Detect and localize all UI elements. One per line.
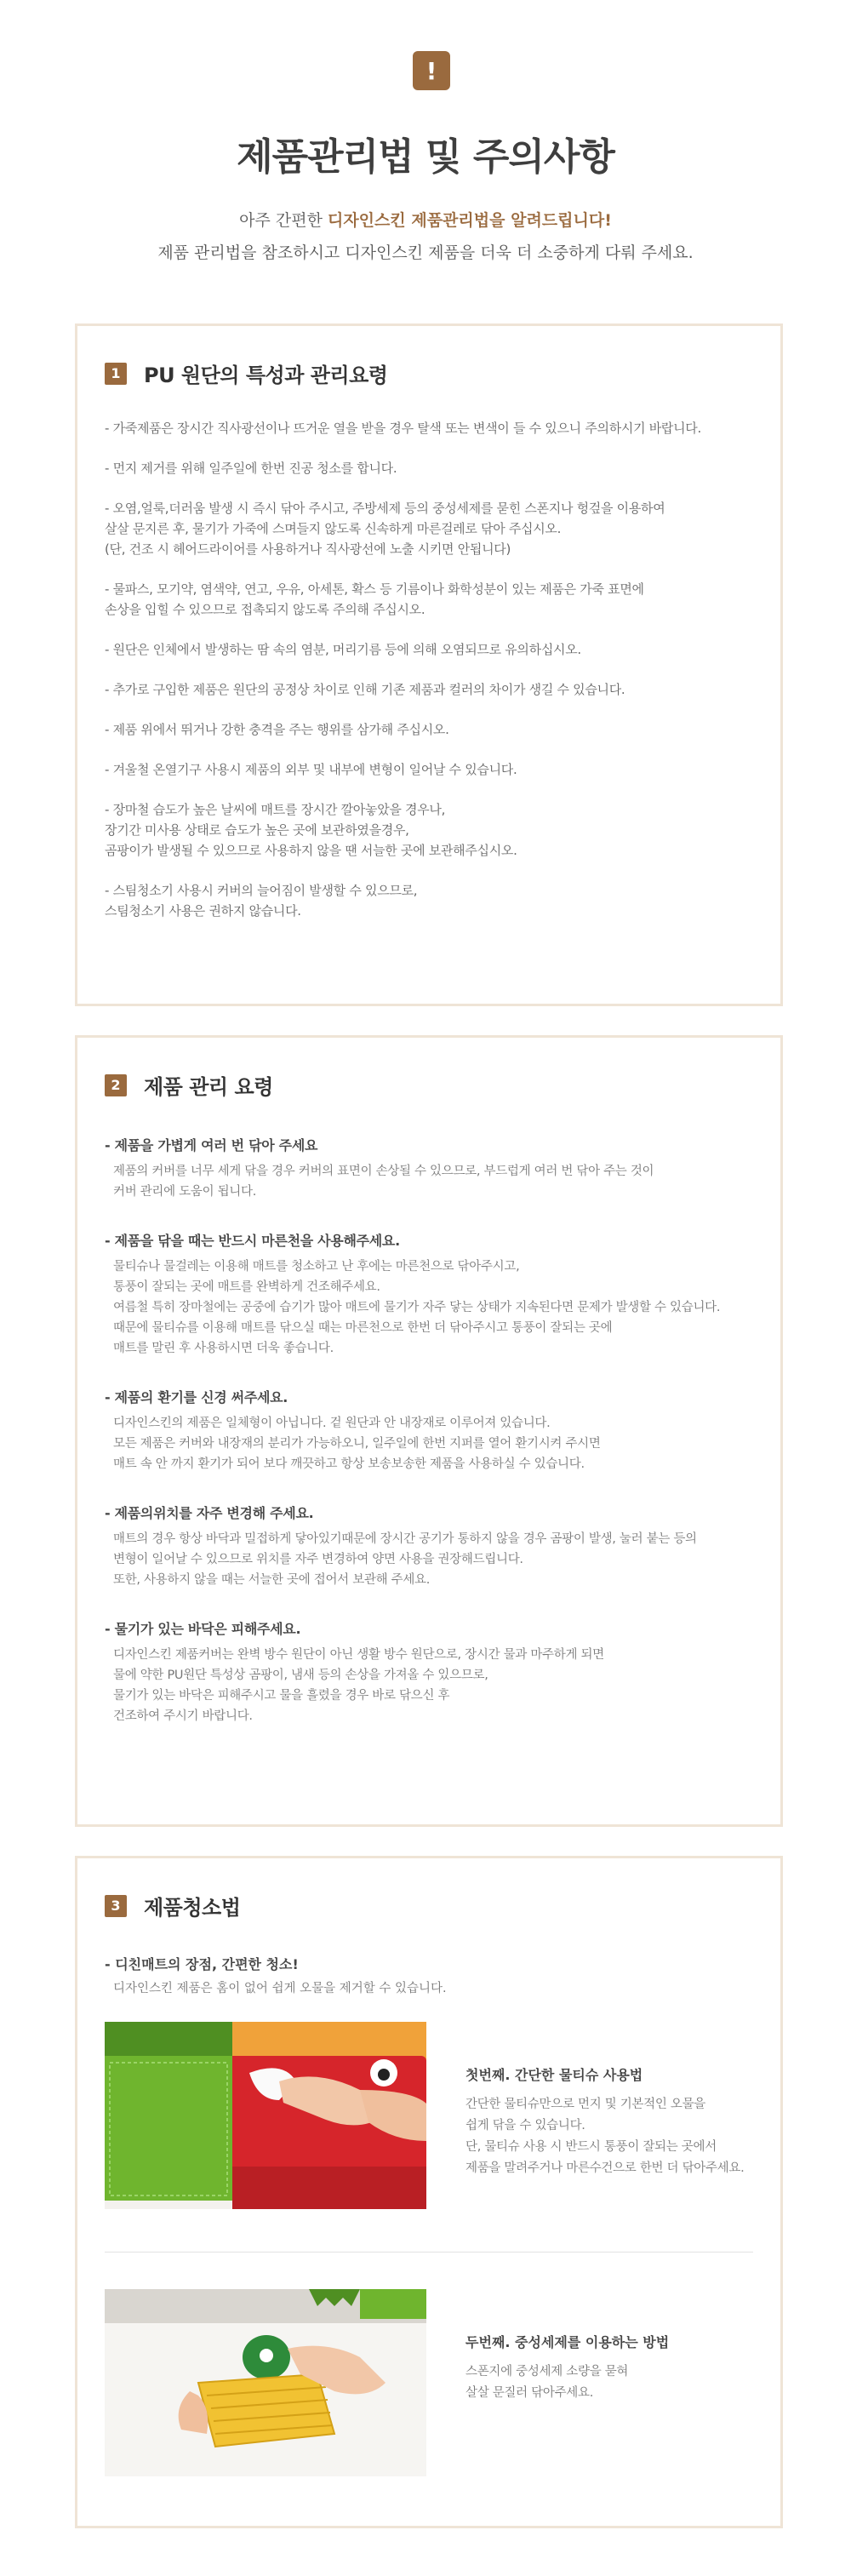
- section-title: 제품 관리 요령: [144, 1075, 273, 1099]
- section-title: PU 원단의 특성과 관리요령: [144, 364, 388, 387]
- care-note: - 추가로 구입한 제품은 원단의 공정상 차이로 인해 기존 제품과 컬러의 차이가 생길 수 있습니다.: [105, 682, 625, 697]
- care-item-text: 디자인스킨의 제품은 일체형이 아닙니다. 겉 원단과 안 내장재로 이루어져 있습니다. 모든 제품은 커버와 내장재의 분리가 가능하오니, 일주일에 한번 지퍼를 열어 환기시켜 주시면 매트 속 안 까지 환기가 되어 보다 깨끗하고 항상 보송보송한 제품을 사용하실 수 있습니다.: [113, 1417, 601, 1471]
- care-item-text: 제품의 커버를 너무 세게 닦을 경우 커버의 표면이 손상될 수 있으므로, 부드럽게 여러 번 닦아 주는 것이 커버 관리에 도움이 됩니다.: [113, 1165, 654, 1199]
- care-item: [105, 1618, 753, 1726]
- section-pu-fabric: [75, 323, 783, 1006]
- cleaning-lead-text: 디자인스킨 제품은 홈이 없어 쉽게 오물을 제거할 수 있습니다.: [113, 1982, 447, 1995]
- method-title: 첫번째. 간단한 물티슈 사용법: [465, 2067, 643, 2083]
- care-item-text: 물티슈나 물걸레는 이용해 매트를 청소하고 난 후에는 마른천으로 닦아주시고, 통풍이 잘되는 곳에 매트를 완벽하게 건조해주세요. 여름철 특히 장마철에는 공중에 습기가 많아 매트에 물기가 자주 닿는 상태가 지속된다면 문제가 발생할 수 있습니다. 때문에 물티슈를 이용해 매트를 닦으실 때는 마른천으로 한번 더 닦아주시고 통풍이 잘되는 곳에 매트를 말린 후 사용하시면 더욱 좋습니다.: [113, 1260, 721, 1355]
- care-item-title: - 제품을 가볍게 여러 번 닦아 주세요: [105, 1137, 318, 1153]
- cleaning-lead-title: - 디친매트의 장점, 간편한 청소!: [105, 1956, 299, 1972]
- section-product-care: [75, 1035, 783, 1827]
- care-item: [105, 1387, 753, 1474]
- care-item: [105, 1135, 753, 1202]
- care-item-title: - 제품의위치를 자주 변경해 주세요.: [105, 1505, 314, 1521]
- method-text: [465, 2332, 763, 2404]
- care-item-text: 디자인스킨 제품커버는 완벽 방수 원단이 아닌 생활 방수 원단으로, 장시간 물과 마주하게 되면 물에 약한 PU원단 특성상 곰팡이, 냄새 등의 손상을 가져올 수 있으므로, 물기가 있는 바닥은 피해주시고 물을 흘렸을 경우 바로 닦으신 후 건조하여 주시기 바랍니다.: [113, 1648, 604, 1723]
- care-note: - 제품 위에서 뛰거나 강한 충격을 주는 행위를 삼가해 주십시오.: [105, 722, 449, 737]
- care-item: [105, 1230, 753, 1359]
- care-item-text: 매트의 경우 항상 바닥과 밀접하게 닿아있기때문에 장시간 공기가 통하지 않을 경우 곰팡이 발생, 눌러 붙는 등의 변형이 일어날 수 있으므로 위치를 자주 변경하여 양면 사용을 권장해드립니다. 또한, 사용하지 않을 때는 서늘한 곳에 접어서 보관해 주세요.: [113, 1532, 697, 1587]
- care-item: [105, 1503, 753, 1590]
- section-body: [105, 1954, 753, 1996]
- page-title: 제품관리법 및 주의사항: [237, 135, 614, 179]
- section-header: [105, 358, 387, 388]
- intro-line-1: [0, 204, 851, 237]
- method-desc: 간단한 물티슈만으로 먼지 및 기본적인 오물을 쉽게 닦을 수 있습니다. 단, 물티슈 사용 시 반드시 통풍이 잘되는 곳에서 제품을 말려주거나 마른수건으로 한번 더 닦아주세요.: [465, 2098, 745, 2175]
- care-note: - 오염,얼룩,더러움 발생 시 즉시 닦아 주시고, 주방세제 등의 중성세제를 묻힌 스폰지나 헝겊을 이용하여 살살 문지른 후, 물기가 가죽에 스며들지 않도록 신속하게 마른걸레로 닦아 주십시오. (단, 건조 시 헤어드라이어를 사용하거나 직사광선에 노출 시키면 안됩니다): [105, 501, 665, 557]
- cleaning-method-detergent: [105, 2289, 753, 2476]
- divider: [105, 2252, 753, 2253]
- care-note: - 먼지 제거를 위해 일주일에 한번 진공 청소를 합니다.: [105, 461, 397, 476]
- section-cleaning: [75, 1856, 783, 2528]
- section-body: [105, 418, 753, 941]
- method-desc: 스폰지에 중성세제 소량을 묻혀 살살 문질러 닦아주세요.: [465, 2365, 629, 2400]
- section-number-badge: 3: [105, 1895, 127, 1917]
- care-note: - 스팀청소기 사용시 커버의 늘어짐이 발생할 수 있으므로, 스팀청소기 사용은 권하지 않습니다.: [105, 883, 418, 919]
- care-note: - 가죽제품은 장시간 직사광선이나 뜨거운 열을 받을 경우 탈색 또는 변색이 들 수 있으니 주의하시기 바랍니다.: [105, 421, 701, 436]
- section-number-badge: 1: [105, 363, 127, 385]
- exclamation-icon: !: [413, 51, 450, 90]
- section-header: [105, 1891, 240, 1921]
- care-note: - 겨울철 온열기구 사용시 제품의 외부 및 내부에 변형이 일어날 수 있습니다.: [105, 762, 517, 777]
- method-title: 두번째. 중성세제를 이용하는 방법: [465, 2334, 670, 2350]
- care-note: - 원단은 인체에서 발생하는 땀 속의 염분, 머리기름 등에 의해 오염되므로 유의하십시오.: [105, 642, 581, 657]
- method-text: [465, 2064, 763, 2179]
- care-note: - 물파스, 모기약, 염색약, 연고, 우유, 아세톤, 확스 등 기름이나 화학성분이 있는 제품은 가죽 표면에 손상을 입힐 수 있으므로 접촉되지 않도록 주의해 주십시오.: [105, 581, 644, 617]
- section-header: [105, 1070, 273, 1100]
- section-number-badge: 2: [105, 1074, 127, 1096]
- intro-highlight: 디자인스킨 제품관리법을 알려드립니다!: [327, 211, 612, 230]
- care-item-title: - 제품을 닦을 때는 반드시 마른천을 사용해주세요.: [105, 1233, 400, 1249]
- care-note: - 장마철 습도가 높은 날씨에 매트를 장시간 깔아놓았을 경우나, 장기간 미사용 상태로 습도가 높은 곳에 보관하였을경우, 곰팡이가 발생될 수 있으므로 사용하지 않을 땐 서늘한 곳에 보관해주십시오.: [105, 802, 517, 858]
- care-item-title: - 물기가 있는 바닥은 피해주세요.: [105, 1621, 301, 1637]
- intro-text: [0, 204, 851, 269]
- sponge-detergent-photo: [105, 2289, 426, 2476]
- intro-line-2: 제품 관리법을 참조하시고 디자인스킨 제품을 더욱 더 소중하게 다뤄 주세요.: [157, 243, 694, 262]
- wet-wipe-photo: [105, 2022, 426, 2209]
- care-item-title: - 제품의 환기를 신경 써주세요.: [105, 1389, 288, 1405]
- intro-prefix: 아주 간편한: [239, 211, 328, 230]
- section-title: 제품청소법: [144, 1896, 241, 1920]
- cleaning-method-wet-wipe: [105, 2022, 753, 2209]
- section-body: [105, 1135, 753, 1755]
- page-header: [0, 0, 851, 281]
